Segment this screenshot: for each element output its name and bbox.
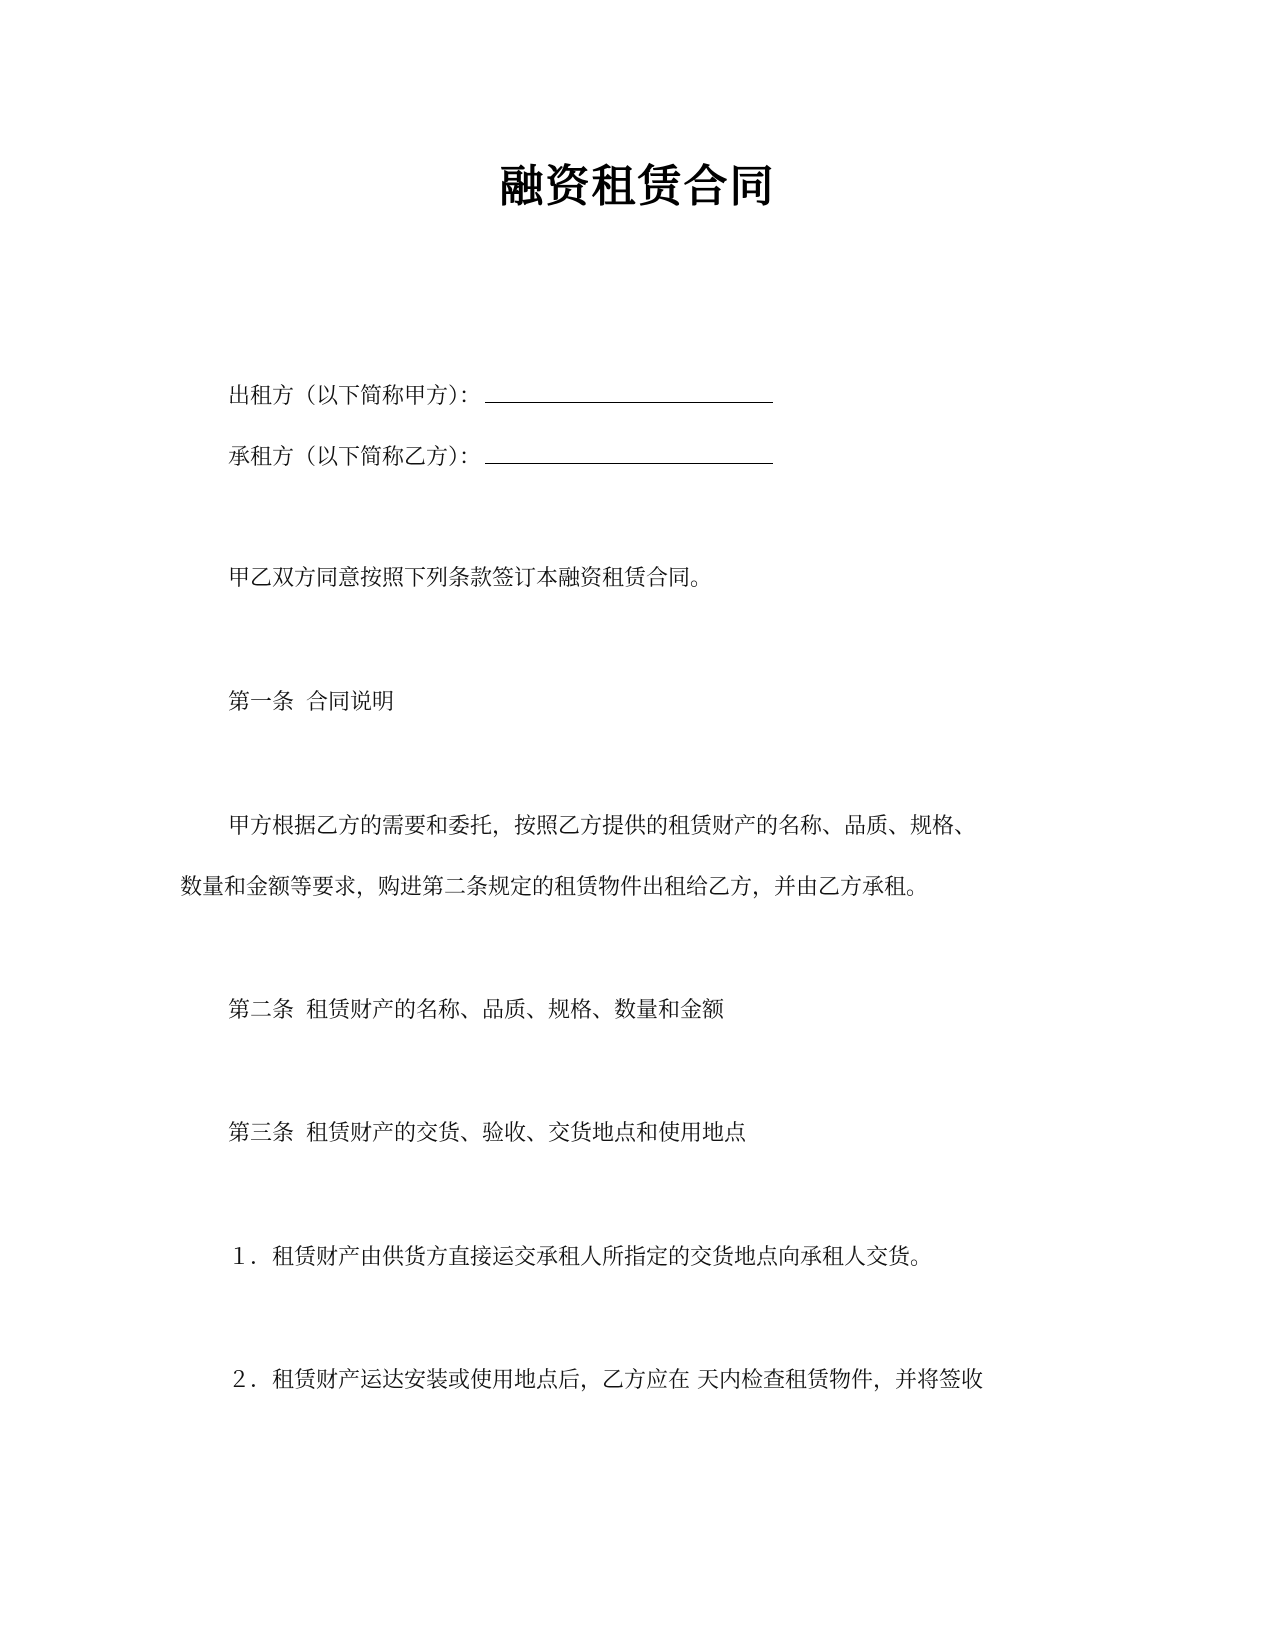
lessor-line <box>228 380 773 412</box>
article1-body-line2: 数量和金额等要求，购进第二条规定的租赁物件出租给乙方，并由乙方承租。 <box>180 875 929 900</box>
article2-heading <box>228 996 724 1026</box>
article3-title: 租赁财产的交货、验收、交货地点和使用地点 <box>306 1121 747 1146</box>
article2-number: 第二条 <box>228 998 295 1023</box>
lessor-label: 出租方（以下简称甲方）： <box>228 384 482 409</box>
article3-item1: １．租赁财产由供货方直接运交承租人所指定的交货地点向承租人交货。 <box>228 1245 933 1270</box>
article3-heading <box>228 1119 746 1149</box>
article1-number: 第一条 <box>228 690 295 715</box>
article1-body-line1: 甲方根据乙方的需要和委托，按照乙方提供的租赁财产的名称、品质、规格、 <box>228 814 977 839</box>
article3-number: 第三条 <box>228 1121 295 1146</box>
article1-heading <box>228 688 394 718</box>
document-title: 融资租赁合同 <box>499 161 776 212</box>
article3-item2: ２．租赁财产运达安装或使用地点后，乙方应在 天内检查租赁物件，并将签收 <box>228 1368 983 1393</box>
lessee-label: 承租方（以下简称乙方）： <box>228 445 482 470</box>
intro-paragraph: 甲乙双方同意按照下列条款签订本融资租赁合同。 <box>228 566 713 591</box>
article2-title: 租赁财产的名称、品质、规格、数量和金额 <box>306 998 725 1023</box>
lessee-blank <box>485 441 773 464</box>
lessee-line <box>228 441 773 473</box>
lessor-blank <box>485 380 773 403</box>
article1-title: 合同说明 <box>306 690 395 715</box>
